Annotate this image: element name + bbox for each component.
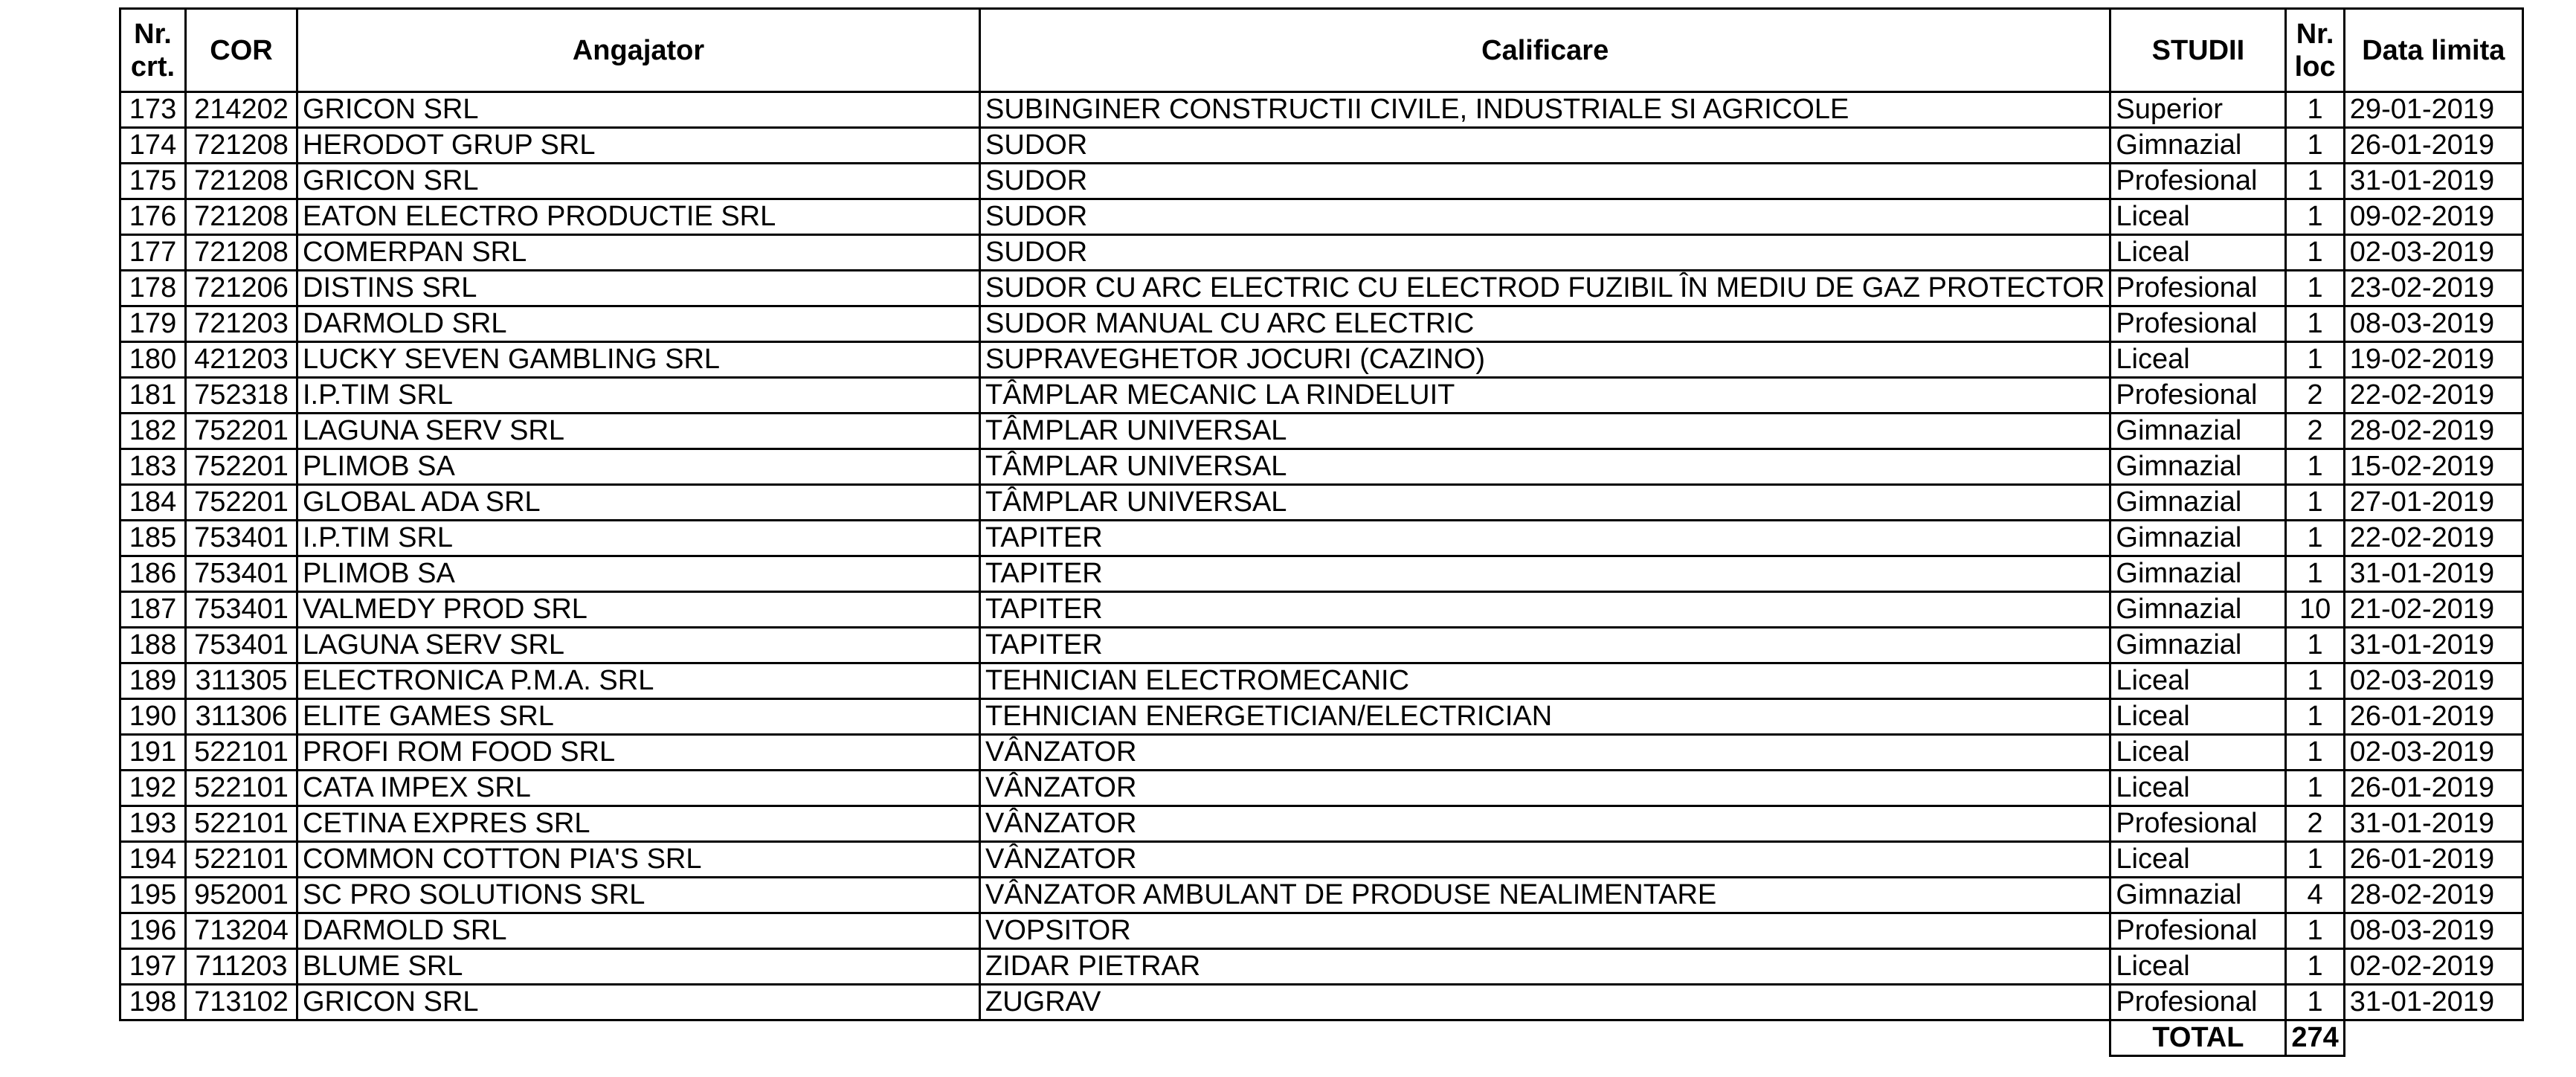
cell-calificare: VOPSITOR — [980, 913, 2110, 949]
cell-nr-crt: 174 — [120, 128, 186, 164]
cell-calificare: SUDOR CU ARC ELECTRIC CU ELECTROD FUZIBIL ÎN MEDIU DE GAZ PROTECTOR — [980, 271, 2110, 306]
table-row — [120, 199, 2523, 235]
cell-cor: 753401 — [186, 628, 297, 663]
cell-studii: Profesional — [2110, 271, 2286, 306]
total-label: TOTAL — [2110, 1020, 2286, 1056]
cell-angajator: CATA IMPEX SRL — [297, 771, 980, 806]
cell-studii: Liceal — [2110, 342, 2286, 378]
cell-calificare: TÂMPLAR UNIVERSAL — [980, 449, 2110, 485]
table-row — [120, 913, 2523, 949]
cell-studii: Gimnazial — [2110, 592, 2286, 628]
cell-studii: Gimnazial — [2110, 128, 2286, 164]
cell-angajator: DISTINS SRL — [297, 271, 980, 306]
cell-nr-crt: 176 — [120, 199, 186, 235]
cell-calificare: VÂNZATOR — [980, 842, 2110, 878]
cell-cor: 752201 — [186, 449, 297, 485]
cell-angajator: GRICON SRL — [297, 92, 980, 128]
cell-nr-crt: 186 — [120, 556, 186, 592]
cell-studii: Profesional — [2110, 806, 2286, 842]
cell-calificare: SUDOR MANUAL CU ARC ELECTRIC — [980, 306, 2110, 342]
cell-data-limita: 28-02-2019 — [2344, 878, 2522, 913]
cell-data-limita: 31-01-2019 — [2344, 806, 2522, 842]
cell-angajator: I.P.TIM SRL — [297, 521, 980, 556]
header-data-limita: Data limita — [2344, 9, 2522, 92]
table-row — [120, 521, 2523, 556]
cell-nr-crt: 194 — [120, 842, 186, 878]
cell-data-limita: 26-01-2019 — [2344, 699, 2522, 735]
cell-angajator: DARMOLD SRL — [297, 306, 980, 342]
cell-data-limita: 08-03-2019 — [2344, 306, 2522, 342]
cell-nr-crt: 185 — [120, 521, 186, 556]
cell-nr-crt: 180 — [120, 342, 186, 378]
table-row — [120, 985, 2523, 1020]
cell-nr-loc: 1 — [2286, 985, 2344, 1020]
cell-cor: 721208 — [186, 128, 297, 164]
cell-nr-loc: 1 — [2286, 199, 2344, 235]
cell-data-limita: 26-01-2019 — [2344, 842, 2522, 878]
cell-nr-loc: 10 — [2286, 592, 2344, 628]
cell-nr-crt: 179 — [120, 306, 186, 342]
cell-data-limita: 31-01-2019 — [2344, 628, 2522, 663]
cell-calificare: TAPITER — [980, 628, 2110, 663]
cell-nr-loc: 1 — [2286, 628, 2344, 663]
header-cor: COR — [186, 9, 297, 92]
cell-angajator: GRICON SRL — [297, 985, 980, 1020]
table-row — [120, 735, 2523, 771]
cell-nr-crt: 191 — [120, 735, 186, 771]
cell-cor: 214202 — [186, 92, 297, 128]
cell-nr-loc: 1 — [2286, 235, 2344, 271]
cell-nr-loc: 1 — [2286, 913, 2344, 949]
cell-nr-crt: 175 — [120, 164, 186, 199]
cell-angajator: I.P.TIM SRL — [297, 378, 980, 414]
cell-calificare: SUBINGINER CONSTRUCTII CIVILE, INDUSTRIALE SI AGRICOLE — [980, 92, 2110, 128]
cell-nr-crt: 189 — [120, 663, 186, 699]
header-studii: STUDII — [2110, 9, 2286, 92]
cell-cor: 522101 — [186, 735, 297, 771]
table-row — [120, 449, 2523, 485]
cell-studii: Profesional — [2110, 913, 2286, 949]
cell-studii: Gimnazial — [2110, 521, 2286, 556]
cell-studii: Liceal — [2110, 949, 2286, 985]
cell-nr-loc: 1 — [2286, 485, 2344, 521]
cell-cor: 522101 — [186, 771, 297, 806]
cell-data-limita: 02-02-2019 — [2344, 949, 2522, 985]
cell-angajator: PLIMOB SA — [297, 449, 980, 485]
cell-data-limita: 02-03-2019 — [2344, 735, 2522, 771]
cell-studii: Superior — [2110, 92, 2286, 128]
table-row — [120, 164, 2523, 199]
cell-nr-crt: 182 — [120, 414, 186, 449]
cell-calificare: TÂMPLAR UNIVERSAL — [980, 485, 2110, 521]
header-nr-crt: Nr. crt. — [120, 9, 186, 92]
table-row — [120, 414, 2523, 449]
cell-nr-crt: 190 — [120, 699, 186, 735]
cell-calificare: VÂNZATOR — [980, 771, 2110, 806]
cell-studii: Gimnazial — [2110, 628, 2286, 663]
cell-cor: 952001 — [186, 878, 297, 913]
header-row — [120, 9, 2523, 92]
cell-studii: Gimnazial — [2110, 878, 2286, 913]
cell-nr-crt: 177 — [120, 235, 186, 271]
cell-nr-loc: 1 — [2286, 306, 2344, 342]
cell-nr-crt: 192 — [120, 771, 186, 806]
table-row — [120, 628, 2523, 663]
table-row — [120, 842, 2523, 878]
cell-nr-loc: 1 — [2286, 449, 2344, 485]
cell-nr-crt: 181 — [120, 378, 186, 414]
cell-studii: Profesional — [2110, 164, 2286, 199]
cell-data-limita: 09-02-2019 — [2344, 199, 2522, 235]
cell-nr-loc: 1 — [2286, 735, 2344, 771]
table-row — [120, 342, 2523, 378]
table-row — [120, 949, 2523, 985]
cell-data-limita: 29-01-2019 — [2344, 92, 2522, 128]
table-row — [120, 271, 2523, 306]
cell-angajator: LAGUNA SERV SRL — [297, 414, 980, 449]
cell-studii: Gimnazial — [2110, 485, 2286, 521]
cell-calificare: ZUGRAV — [980, 985, 2110, 1020]
cell-nr-crt: 178 — [120, 271, 186, 306]
cell-cor: 311306 — [186, 699, 297, 735]
cell-cor: 753401 — [186, 556, 297, 592]
cell-data-limita: 21-02-2019 — [2344, 592, 2522, 628]
table-row — [120, 485, 2523, 521]
cell-angajator: PROFI ROM FOOD SRL — [297, 735, 980, 771]
cell-studii: Liceal — [2110, 735, 2286, 771]
cell-data-limita: 23-02-2019 — [2344, 271, 2522, 306]
cell-nr-crt: 196 — [120, 913, 186, 949]
cell-cor: 752318 — [186, 378, 297, 414]
cell-cor: 721206 — [186, 271, 297, 306]
cell-calificare: TAPITER — [980, 521, 2110, 556]
cell-angajator: COMMON COTTON PIA'S SRL — [297, 842, 980, 878]
cell-cor: 522101 — [186, 842, 297, 878]
cell-studii: Gimnazial — [2110, 414, 2286, 449]
cell-calificare: SUPRAVEGHETOR JOCURI (CAZINO) — [980, 342, 2110, 378]
cell-angajator: EATON ELECTRO PRODUCTIE SRL — [297, 199, 980, 235]
table-row — [120, 878, 2523, 913]
cell-studii: Profesional — [2110, 306, 2286, 342]
cell-cor: 713204 — [186, 913, 297, 949]
cell-nr-loc: 1 — [2286, 556, 2344, 592]
cell-calificare: TÂMPLAR UNIVERSAL — [980, 414, 2110, 449]
cell-data-limita: 31-01-2019 — [2344, 556, 2522, 592]
table-row — [120, 592, 2523, 628]
cell-nr-loc: 4 — [2286, 878, 2344, 913]
total-value: 274 — [2286, 1020, 2344, 1056]
cell-studii: Gimnazial — [2110, 449, 2286, 485]
cell-cor: 721203 — [186, 306, 297, 342]
cell-calificare: TEHNICIAN ELECTROMECANIC — [980, 663, 2110, 699]
cell-data-limita: 15-02-2019 — [2344, 449, 2522, 485]
cell-nr-loc: 1 — [2286, 92, 2344, 128]
cell-calificare: TEHNICIAN ENERGETICIAN/ELECTRICIAN — [980, 699, 2110, 735]
cell-nr-loc: 1 — [2286, 699, 2344, 735]
cell-nr-crt: 197 — [120, 949, 186, 985]
cell-studii: Gimnazial — [2110, 556, 2286, 592]
cell-data-limita: 31-01-2019 — [2344, 985, 2522, 1020]
cell-angajator: ELITE GAMES SRL — [297, 699, 980, 735]
table-row — [120, 306, 2523, 342]
cell-calificare: TAPITER — [980, 592, 2110, 628]
cell-nr-loc: 2 — [2286, 378, 2344, 414]
header-nr-loc: Nr. loc — [2286, 9, 2344, 92]
cell-studii: Profesional — [2110, 985, 2286, 1020]
cell-angajator: LAGUNA SERV SRL — [297, 628, 980, 663]
cell-cor: 713102 — [186, 985, 297, 1020]
cell-studii: Liceal — [2110, 199, 2286, 235]
cell-data-limita: 26-01-2019 — [2344, 771, 2522, 806]
cell-cor: 721208 — [186, 199, 297, 235]
job-listing-table — [119, 7, 2524, 1057]
cell-calificare: VÂNZATOR — [980, 806, 2110, 842]
cell-studii: Liceal — [2110, 842, 2286, 878]
cell-nr-loc: 1 — [2286, 842, 2344, 878]
cell-angajator: GLOBAL ADA SRL — [297, 485, 980, 521]
table-row — [120, 128, 2523, 164]
cell-studii: Profesional — [2110, 378, 2286, 414]
table-row — [120, 235, 2523, 271]
cell-nr-loc: 1 — [2286, 949, 2344, 985]
cell-nr-loc: 1 — [2286, 521, 2344, 556]
cell-nr-loc: 1 — [2286, 663, 2344, 699]
cell-angajator: CETINA EXPRES SRL — [297, 806, 980, 842]
cell-nr-loc: 1 — [2286, 342, 2344, 378]
cell-angajator: HERODOT GRUP SRL — [297, 128, 980, 164]
header-calificare: Calificare — [980, 9, 2110, 92]
cell-cor: 753401 — [186, 592, 297, 628]
cell-cor: 522101 — [186, 806, 297, 842]
cell-data-limita: 28-02-2019 — [2344, 414, 2522, 449]
cell-angajator: COMERPAN SRL — [297, 235, 980, 271]
cell-calificare: TÂMPLAR MECANIC LA RINDELUIT — [980, 378, 2110, 414]
cell-nr-loc: 2 — [2286, 414, 2344, 449]
cell-calificare: SUDOR — [980, 164, 2110, 199]
cell-cor: 711203 — [186, 949, 297, 985]
cell-nr-crt: 188 — [120, 628, 186, 663]
table-row — [120, 556, 2523, 592]
cell-nr-crt: 198 — [120, 985, 186, 1020]
cell-data-limita: 26-01-2019 — [2344, 128, 2522, 164]
cell-data-limita: 02-03-2019 — [2344, 235, 2522, 271]
cell-nr-loc: 1 — [2286, 164, 2344, 199]
cell-cor: 421203 — [186, 342, 297, 378]
table-row — [120, 771, 2523, 806]
cell-data-limita: 27-01-2019 — [2344, 485, 2522, 521]
cell-data-limita: 22-02-2019 — [2344, 521, 2522, 556]
cell-angajator: GRICON SRL — [297, 164, 980, 199]
cell-cor: 721208 — [186, 164, 297, 199]
cell-calificare: VÂNZATOR — [980, 735, 2110, 771]
cell-data-limita: 08-03-2019 — [2344, 913, 2522, 949]
cell-calificare: SUDOR — [980, 235, 2110, 271]
header-angajator: Angajator — [297, 9, 980, 92]
cell-studii: Liceal — [2110, 235, 2286, 271]
cell-angajator: DARMOLD SRL — [297, 913, 980, 949]
cell-studii: Liceal — [2110, 663, 2286, 699]
total-row — [120, 1020, 2523, 1056]
cell-angajator: ELECTRONICA P.M.A. SRL — [297, 663, 980, 699]
cell-nr-crt: 183 — [120, 449, 186, 485]
table-row — [120, 663, 2523, 699]
cell-angajator: LUCKY SEVEN GAMBLING SRL — [297, 342, 980, 378]
cell-data-limita: 31-01-2019 — [2344, 164, 2522, 199]
cell-nr-loc: 1 — [2286, 271, 2344, 306]
cell-data-limita: 22-02-2019 — [2344, 378, 2522, 414]
cell-cor: 752201 — [186, 485, 297, 521]
cell-calificare: ZIDAR PIETRAR — [980, 949, 2110, 985]
table-row — [120, 699, 2523, 735]
cell-nr-loc: 2 — [2286, 806, 2344, 842]
cell-calificare: VÂNZATOR AMBULANT DE PRODUSE NEALIMENTARE — [980, 878, 2110, 913]
cell-cor: 721208 — [186, 235, 297, 271]
cell-cor: 311305 — [186, 663, 297, 699]
cell-studii: Liceal — [2110, 699, 2286, 735]
cell-calificare: SUDOR — [980, 199, 2110, 235]
cell-nr-crt: 184 — [120, 485, 186, 521]
table-row — [120, 378, 2523, 414]
table-row — [120, 806, 2523, 842]
cell-calificare: SUDOR — [980, 128, 2110, 164]
cell-angajator: SC PRO SOLUTIONS SRL — [297, 878, 980, 913]
cell-nr-crt: 193 — [120, 806, 186, 842]
table-row — [120, 92, 2523, 128]
cell-studii: Liceal — [2110, 771, 2286, 806]
cell-cor: 753401 — [186, 521, 297, 556]
cell-cor: 752201 — [186, 414, 297, 449]
cell-angajator: BLUME SRL — [297, 949, 980, 985]
cell-data-limita: 02-03-2019 — [2344, 663, 2522, 699]
cell-nr-crt: 195 — [120, 878, 186, 913]
cell-calificare: TAPITER — [980, 556, 2110, 592]
cell-nr-crt: 187 — [120, 592, 186, 628]
cell-data-limita: 19-02-2019 — [2344, 342, 2522, 378]
cell-nr-loc: 1 — [2286, 128, 2344, 164]
cell-angajator: VALMEDY PROD SRL — [297, 592, 980, 628]
cell-angajator: PLIMOB SA — [297, 556, 980, 592]
cell-nr-crt: 173 — [120, 92, 186, 128]
cell-nr-loc: 1 — [2286, 771, 2344, 806]
